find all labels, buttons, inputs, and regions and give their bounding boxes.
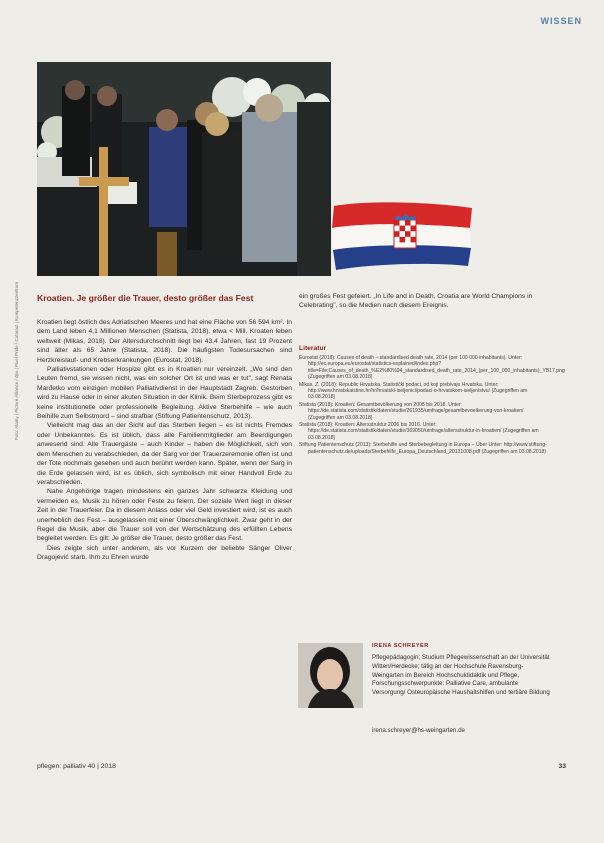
paragraph: Palliativstationen oder Hospize gibt es in Kroatien nur vereinzelt. „Wo sind den Leuten fremd, sie wissen nicht, was ein solcher Ort ist und was er tut", sagt Renata Marđetko vom einzigen mobilen Palliativdienst in der Hauptstadt Zagreb. Gestorben wird zu Hause oder in einer akuten Situation in der Klinik. Beim Sterbeprozess gibt es keine institutionelle oder professionelle Begleitung. Aktive Sterbehilfe – wie auch Beihilfe zum Selbstmord – sind strafbar (Stiftung Patientenschutz, 2013). (37, 366, 292, 421)
paragraph: Dies zeigte sich unter anderem, als vor Kurzem der beliebte Sänger Oliver Dragojević starb. Ihm zu Ehren wurde (37, 544, 292, 562)
journal-footer: pflegen: palliativ 40 | 2018 (37, 763, 116, 770)
literature-item: Statista (2018): Kroatien: Altersstruktur 2006 bis 2016. Unter: https://de.statista.com/statistik/daten/studie/369050/umfrage/altersstruktur-in-kroatien/ (Zugegriffen am 03.08.2018) (299, 422, 539, 441)
photo-credit: Foto: Alamy | Picture Alliance / dpa | Pixel Pride / Cataract | Kompetenzzentrum (14, 281, 19, 440)
article-continuation: ein großes Fest gefeiert. „In Life and in Death, Croatia are World Champions in Celebrating", so die Medien nach diesem Ereignis. (299, 293, 533, 310)
literature-item: Stiftung Patientenschutz (2013): Sterbehilfe und Sterbebegleitung in Europa – Über Unter: http://www.stiftung-patientenschutz.de/uploads/Sterbehilfe_Europa_Deutschland_20131008.pdf (Zugegriffen am 03.08.2018) (299, 442, 547, 455)
literature-list (299, 355, 565, 456)
literature-heading: Literatur (299, 345, 327, 352)
section-label: WISSEN (540, 16, 582, 26)
author-bio: Pflegepädagogin; Studium Pflegewissenschaft an der Universität Witten/Herdecke; tätig an der Hochschule Ravensburg-Weingarten im Bereich Hochschuldidaktik und Pflege, Forschungsschwerpunkte: Palliative Care, ambulante Versorgung/ Osteuropäische Haushaltshilfen und tertiäre Bildung (372, 654, 550, 697)
paragraph: Kroatien liegt östlich des Adriatischen Meeres und hat eine Fläche von 56 594 km². In dem Land leben 4,1 Millionen Menschen (Statista, 2018), etwa < Mill. Kroaten leben weltweit (Mikas, 2018). Der Altersdurchschnitt liegt bei 43,4 Jahren, fast 19 Prozent sind älter als 65 Jahre (Statista, 2018). Die häufigsten Todesursachen sind Herzkreislauf- und Krebserkrankungen (Eurostat, 2018). (37, 319, 292, 364)
author-name: IRENA SCHREYER (372, 643, 429, 649)
article-body (37, 318, 292, 563)
paragraph: Nahe Angehörige tragen mindestens ein ganzes Jahr schwarze Kleidung und vermeiden es, Musik zu hören oder Feste zu feiern. Der soziale Wert liegt in dieser Zeit in der Trauerfeier. Da in diesem Anlass oder viel Geld investiert wird, ist es auch unerheblich des Fest – ausgelassen mit einer Überschwänglichkeit. Zwar geht in der Regel die Musik, aber die Trauer soll von der Wertschätzung des erfüllten Lebens begleitet werden. Es gilt: Je größer die Trauer, desto größer das Fest. (37, 488, 292, 543)
croatian-flag (330, 200, 475, 272)
literature-item: Mikas, Z. (2018): Republic Hrvatska. Statistički podaci, od koji prebivaju Hrvatska. Unter: http://www.hrvatskaistine.hr/hr/hrvatski-iseljenici/podaci-o-hrvatskom-iseljenistvu/ (Zugegriffen am 03.08.2018) (299, 381, 528, 401)
article-title: Kroatien. Je größer die Trauer, desto größer das Fest (37, 293, 254, 303)
funeral-photo (37, 62, 331, 276)
page-number: 33 (558, 763, 566, 770)
author-email[interactable]: irena.schreyer@hs-weingarten.de (372, 727, 465, 734)
author-photo (298, 643, 363, 708)
literature-item: Eurostat (2018): Causes of death – standardised death rate, 2014 (per 100 000 inhabitants). Unter: http://ec.europa.eu/eurostat/statistics-explained/index.php?title=File:Causes_of_death_%E2%80%94_standardised_death_rate_2014_(per_100_000_inhabitants)_YB17.png (Zugegriffen am 03.08.2018) (299, 355, 565, 381)
literature-item: Statista (2018): Kroatien: Gesamtbevölkerung von 2008 bis 2018. Unter: https://de.statista.com/statistik/daten/studie/261935/umfrage/gesamtbevoelkerung-von-kroatien/ (Zugegriffen am 03.08.2018) (299, 401, 524, 421)
paragraph: Vielleicht mag das an der Sicht auf das Sterben liegen – es ist nichts Fremdes oder Unbekanntes. Es ist üblich, dass alle Familienmitglieder am Beerdigungen anwesend sind. Alle Trauergäste – auch Kinder – haben die Möglichkeit, sich von dem Menschen zu verabschieden, da der Sarg vor der Trauerzeremonie offen ist und der Tote nochmals gesehen und auch berührt werden kann. Später, wenn der Sarg in die Erde gelassen wird, ist es üblich, sich symbolisch mit einer Handvoll Erde zu verabschieden. (37, 422, 292, 486)
